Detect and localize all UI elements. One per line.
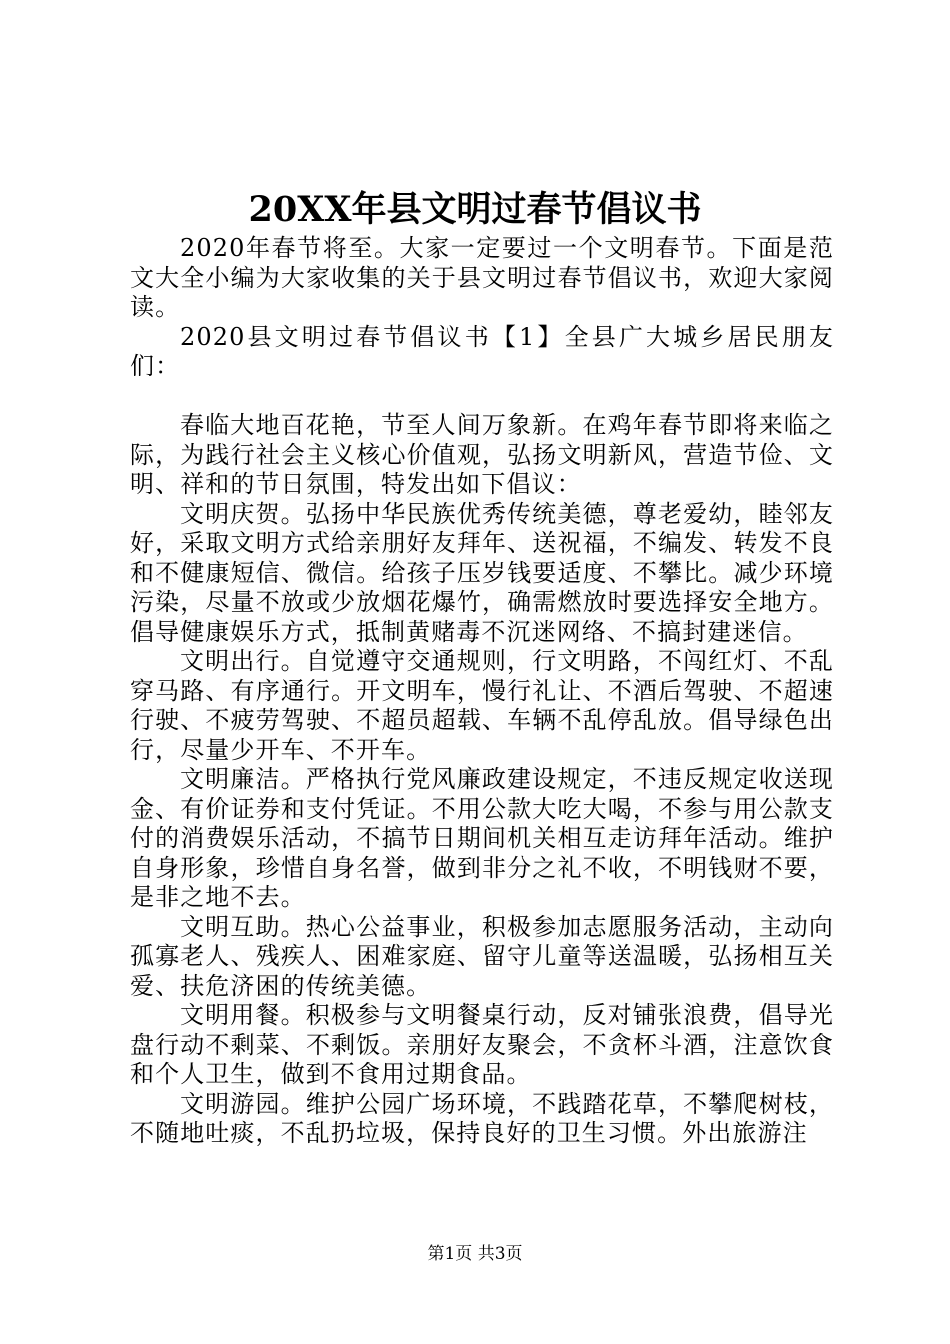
paragraph-intro: 2020年春节将至。大家一定要过一个文明春节。下面是范文大全小编为大家收集的关于县文明过春节倡议书，欢迎大家阅读。 <box>130 234 834 321</box>
paragraph-travel: 文明出行。自觉遵守交通规则，行文明路，不闯红灯、不乱穿马路、有序通行。开文明车，慢行礼让、不酒后驾驶、不超速行驶、不疲劳驾驶、不超员超载、车辆不乱停乱放。倡导绿色出行，尽量少开车、不开车。 <box>130 647 834 764</box>
paragraph-celebration: 文明庆贺。弘扬中华民族优秀传统美德，尊老爱幼，睦邻友好，采取文明方式给亲朋好友拜年、送祝福，不编发、转发不良和不健康短信、微信。给孩子压岁钱要适度、不攀比。减少环境污染，尽量不放或少放烟花爆竹，确需燃放时要选择安全地方。倡导健康娱乐方式，抵制黄赌毒不沉迷网络、不搞封建迷信。 <box>130 499 834 646</box>
page-footer: 第1页 共3页 <box>427 1244 523 1264</box>
paragraph-integrity: 文明廉洁。严格执行党风廉政建设规定，不违反规定收送现金、有价证券和支付凭证。不用公款大吃大喝，不参与用公款支付的消费娱乐活动，不搞节日期间机关相互走访拜年活动。维护自身形象，珍惜自身名誉，做到非分之礼不收，不明钱财不要，是非之地不去。 <box>130 765 834 911</box>
document-title: 20XX年县文明过春节倡议书 <box>248 189 702 230</box>
paragraph-opening: 春临大地百花艳，节至人间万象新。在鸡年春节即将来临之际，为践行社会主义核心价值观，弘扬文明新风，营造节俭、文明、祥和的节日氛围，特发出如下倡议： <box>130 411 834 498</box>
blank-line <box>130 382 834 412</box>
paragraph-mutual-aid: 文明互助。热心公益事业，积极参加志愿服务活动，主动向孤寡老人、残疾人、困难家庭、留守儿童等送温暖，弘扬相互关爱、扶危济困的传统美德。 <box>130 912 834 1000</box>
paragraph-salutation: 2020县文明过春节倡议书【1】全县广大城乡居民朋友们： <box>130 322 834 380</box>
paragraph-dining: 文明用餐。积极参与文明餐桌行动，反对铺张浪费，倡导光盘行动不剩菜、不剩饭。亲朋好友聚会，不贪杯斗酒，注意饮食和个人卫生，做到不食用过期食品。 <box>130 1001 834 1088</box>
paragraph-park: 文明游园。维护公园广场环境，不践踏花草，不攀爬树枝，不随地吐痰，不乱扔垃圾，保持良好的卫生习惯。外出旅游注 <box>130 1089 834 1147</box>
document-body <box>130 234 834 1149</box>
